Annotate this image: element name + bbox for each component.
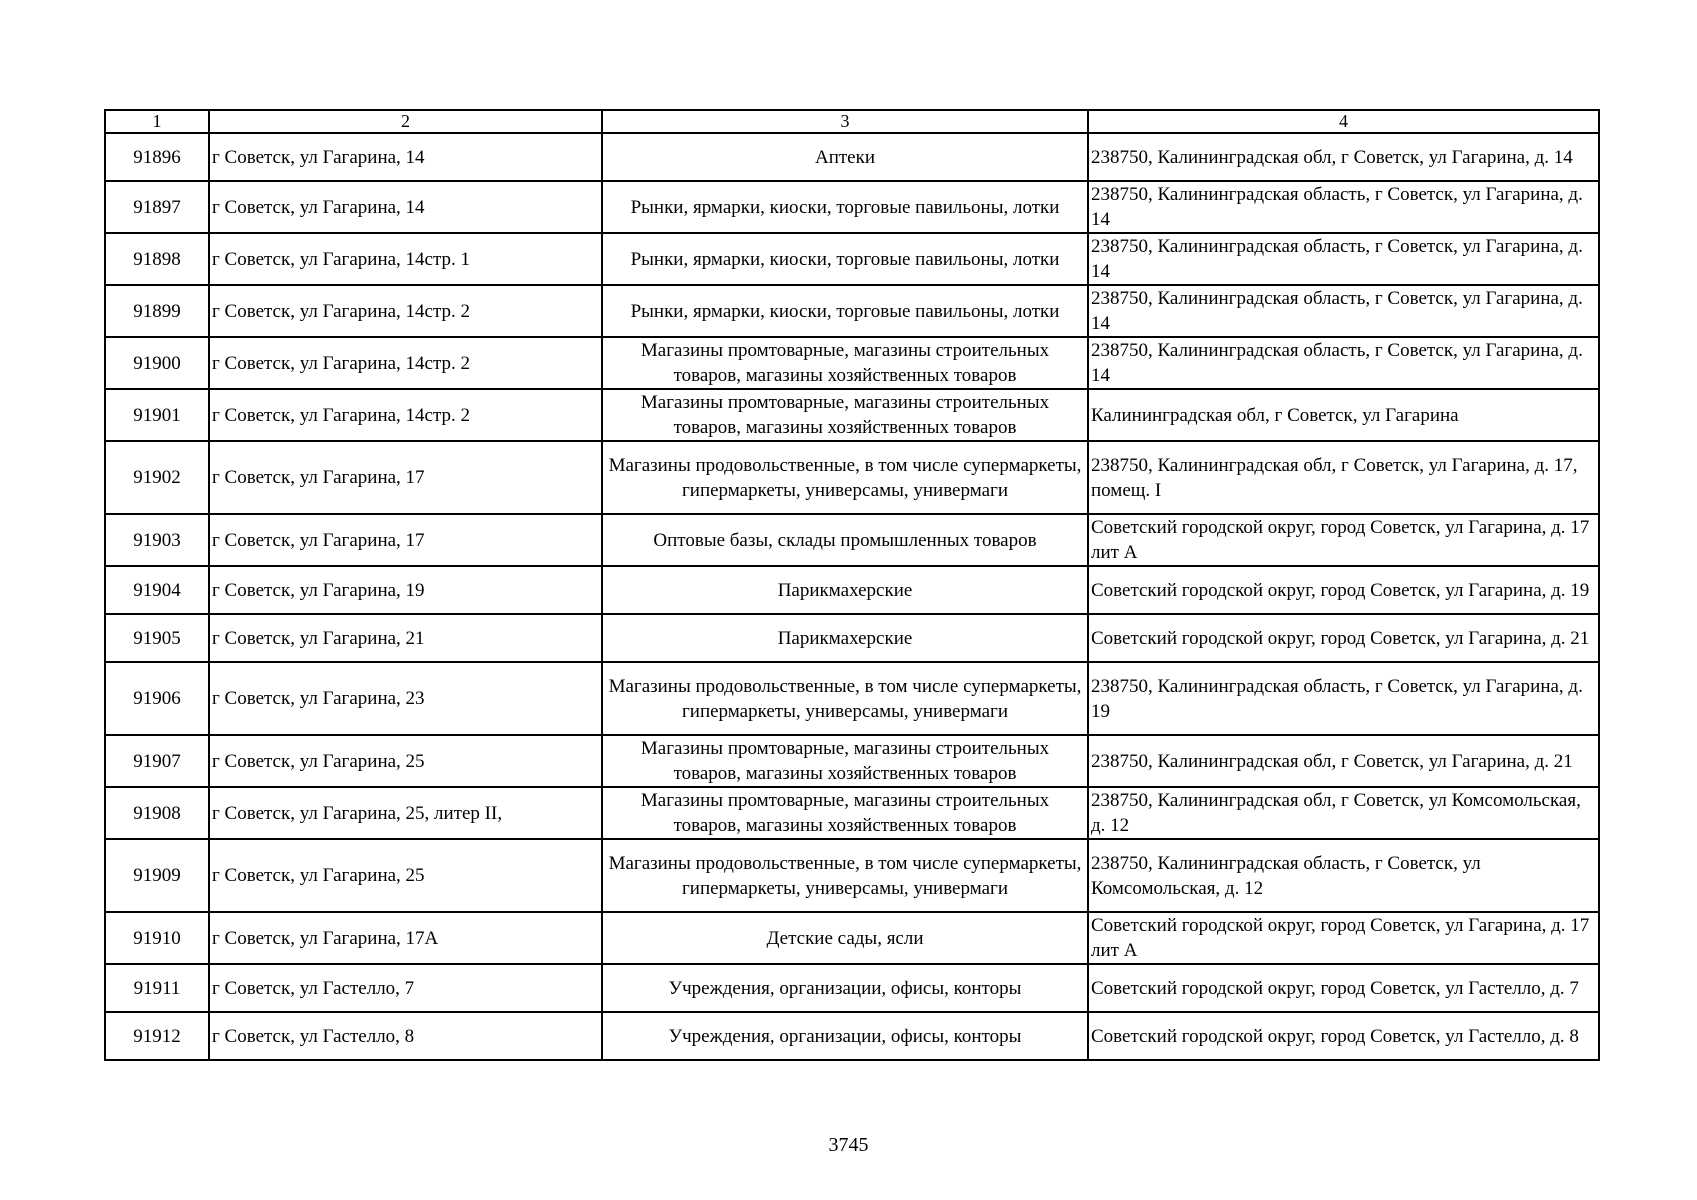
row-address-cell: г Советск, ул Гагарина, 14стр. 2 [209,285,602,337]
row-full-address-cell: Советский городской округ, город Советск, ул Гагарина, д. 17 лит А [1088,514,1599,566]
row-type-cell: Рынки, ярмарки, киоски, торговые павильоны, лотки [602,233,1088,285]
row-address-cell: г Советск, ул Гагарина, 14 [209,181,602,233]
row-id-cell: 91898 [105,233,209,285]
row-full-address-cell: Калининградская обл, г Советск, ул Гагарина [1088,389,1599,441]
table-row [105,389,1599,441]
row-address-cell: г Советск, ул Гагарина, 25 [209,839,602,912]
table-row [105,514,1599,566]
table-row [105,285,1599,337]
row-id-cell: 91903 [105,514,209,566]
row-full-address-cell: 238750, Калининградская обл, г Советск, ул Гагарина, д. 14 [1088,133,1599,181]
row-id-cell: 91910 [105,912,209,964]
row-type-cell: Магазины промтоварные, магазины строительных товаров, магазины хозяйственных товаров [602,735,1088,787]
row-type-cell: Оптовые базы, склады промышленных товаров [602,514,1088,566]
row-type-cell: Парикмахерские [602,614,1088,662]
table-row [105,912,1599,964]
row-type-cell: Рынки, ярмарки, киоски, торговые павильоны, лотки [602,285,1088,337]
table-row [105,662,1599,735]
row-id-cell: 91902 [105,441,209,514]
row-type-cell: Парикмахерские [602,566,1088,614]
row-type-cell: Магазины промтоварные, магазины строительных товаров, магазины хозяйственных товаров [602,389,1088,441]
row-full-address-cell: 238750, Калининградская область, г Советск, ул Гагарина, д. 14 [1088,233,1599,285]
row-full-address-cell: 238750, Калининградская область, г Советск, ул Гагарина, д. 14 [1088,285,1599,337]
table-row [105,964,1599,1012]
row-address-cell: г Советск, ул Гагарина, 21 [209,614,602,662]
row-full-address-cell: Советский городской округ, город Советск, ул Гагарина, д. 17 лит А [1088,912,1599,964]
row-id-cell: 91900 [105,337,209,389]
row-full-address-cell: Советский городской округ, город Советск, ул Гастелло, д. 8 [1088,1012,1599,1060]
row-type-cell: Учреждения, организации, офисы, конторы [602,1012,1088,1060]
row-type-cell: Магазины продовольственные, в том числе супермаркеты, гипермаркеты, универсамы, универмаги [602,839,1088,912]
table-row [105,614,1599,662]
row-id-cell: 91899 [105,285,209,337]
row-full-address-cell: Советский городской округ, город Советск, ул Гастелло, д. 7 [1088,964,1599,1012]
column-header-2: 2 [209,110,602,133]
row-address-cell: г Советск, ул Гагарина, 19 [209,566,602,614]
table-row [105,133,1599,181]
row-full-address-cell: Советский городской округ, город Советск, ул Гагарина, д. 19 [1088,566,1599,614]
row-type-cell: Магазины продовольственные, в том числе супермаркеты, гипермаркеты, универсамы, универмаги [602,441,1088,514]
row-id-cell: 91911 [105,964,209,1012]
row-id-cell: 91912 [105,1012,209,1060]
table-row [105,181,1599,233]
row-id-cell: 91908 [105,787,209,839]
table-row [105,735,1599,787]
row-address-cell: г Советск, ул Гастелло, 7 [209,964,602,1012]
row-full-address-cell: Советский городской округ, город Советск, ул Гагарина, д. 21 [1088,614,1599,662]
row-type-cell: Аптеки [602,133,1088,181]
row-id-cell: 91904 [105,566,209,614]
table-row [105,787,1599,839]
row-address-cell: г Советск, ул Гагарина, 23 [209,662,602,735]
table-row [105,1012,1599,1060]
row-full-address-cell: 238750, Калининградская область, г Советск, ул Гагарина, д. 14 [1088,337,1599,389]
row-id-cell: 91906 [105,662,209,735]
table-row [105,839,1599,912]
document-sheet [104,109,1598,1061]
row-full-address-cell: 238750, Калининградская обл, г Советск, ул Гагарина, д. 21 [1088,735,1599,787]
row-full-address-cell: 238750, Калининградская обл, г Советск, ул Комсомольская, д. 12 [1088,787,1599,839]
row-address-cell: г Советск, ул Гагарина, 14стр. 2 [209,337,602,389]
row-address-cell: г Советск, ул Гагарина, 14стр. 2 [209,389,602,441]
registry-table [104,109,1600,1061]
column-header-3: 3 [602,110,1088,133]
row-id-cell: 91905 [105,614,209,662]
row-full-address-cell: 238750, Калининградская область, г Советск, ул Комсомольская, д. 12 [1088,839,1599,912]
registry-table-body [105,110,1599,1060]
row-type-cell: Магазины промтоварные, магазины строительных товаров, магазины хозяйственных товаров [602,337,1088,389]
row-address-cell: г Советск, ул Гагарина, 17 [209,514,602,566]
table-row [105,441,1599,514]
row-id-cell: 91907 [105,735,209,787]
column-header-1: 1 [105,110,209,133]
row-full-address-cell: 238750, Калининградская обл, г Советск, ул Гагарина, д. 17, помещ. I [1088,441,1599,514]
row-address-cell: г Советск, ул Гагарина, 14стр. 1 [209,233,602,285]
row-id-cell: 91901 [105,389,209,441]
page-number: 3745 [828,1134,869,1156]
row-type-cell: Учреждения, организации, офисы, конторы [602,964,1088,1012]
row-type-cell: Магазины промтоварные, магазины строительных товаров, магазины хозяйственных товаров [602,787,1088,839]
row-id-cell: 91909 [105,839,209,912]
row-id-cell: 91897 [105,181,209,233]
row-address-cell: г Советск, ул Гагарина, 17А [209,912,602,964]
row-address-cell: г Советск, ул Гастелло, 8 [209,1012,602,1060]
row-type-cell: Рынки, ярмарки, киоски, торговые павильоны, лотки [602,181,1088,233]
row-address-cell: г Советск, ул Гагарина, 25, литер II, [209,787,602,839]
row-type-cell: Магазины продовольственные, в том числе супермаркеты, гипермаркеты, универсамы, универмаги [602,662,1088,735]
row-type-cell: Детские сады, ясли [602,912,1088,964]
row-address-cell: г Советск, ул Гагарина, 14 [209,133,602,181]
row-id-cell: 91896 [105,133,209,181]
row-full-address-cell: 238750, Калининградская область, г Советск, ул Гагарина, д. 14 [1088,181,1599,233]
table-header-row [105,110,1599,133]
table-row [105,233,1599,285]
row-full-address-cell: 238750, Калининградская область, г Советск, ул Гагарина, д. 19 [1088,662,1599,735]
table-row [105,566,1599,614]
column-header-4: 4 [1088,110,1599,133]
row-address-cell: г Советск, ул Гагарина, 17 [209,441,602,514]
table-row [105,337,1599,389]
row-address-cell: г Советск, ул Гагарина, 25 [209,735,602,787]
